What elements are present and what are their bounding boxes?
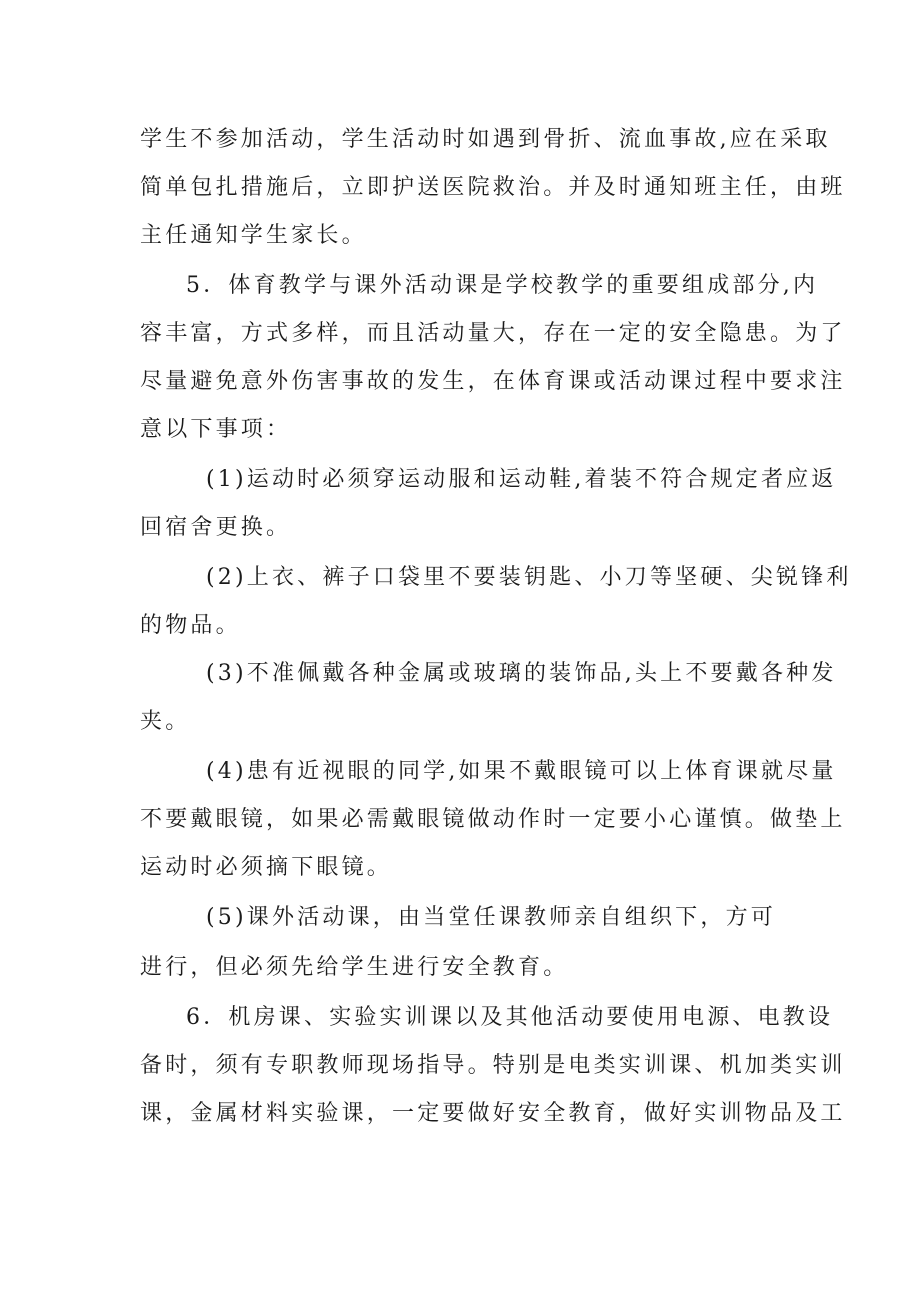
list-item-line: (5)课外活动课，由当堂任课教师亲自组织下，方可 bbox=[206, 905, 776, 930]
list-item-line: (3)不准佩戴各种金属或玻璃的装饰品,头上不要戴各种发 bbox=[206, 661, 837, 686]
list-item-line: 的物品。 bbox=[140, 613, 241, 638]
paragraph-line: 容丰富，方式多样，而且活动量大，存在一定的安全隐患。为了 bbox=[140, 321, 846, 346]
list-item-line: 运动时必须摘下眼镜。 bbox=[140, 855, 393, 880]
list-item-line: 不要戴眼镜，如果必需戴眼镜做动作时一定要小心谨慎。做垫上 bbox=[140, 807, 846, 832]
list-item-line: 回宿舍更换。 bbox=[140, 515, 292, 540]
paragraph-line: 学生不参加活动，学生活动时如遇到骨折、流血事故,应在采取 bbox=[140, 127, 831, 152]
paragraph-line: 课，金属材料实验课，一定要做好安全教育，做好实训物品及工 bbox=[140, 1101, 846, 1126]
paragraph-line: 5．体育教学与课外活动课是学校教学的重要组成部分,内 bbox=[186, 273, 819, 298]
paragraph-line: 简单包扎措施后，立即护送医院救治。并及时通知班主任，由班 bbox=[140, 175, 846, 200]
paragraph-line: 主任通知学生家长。 bbox=[140, 223, 367, 248]
list-item-line: (4)患有近视眼的同学,如果不戴眼镜可以上体育课就尽量 bbox=[206, 759, 837, 784]
list-item-line: (1)运动时必须穿运动服和运动鞋,着装不符合规定者应返 bbox=[206, 467, 837, 492]
paragraph-line: 意以下事项： bbox=[140, 417, 292, 442]
list-item-line: 夹。 bbox=[140, 709, 191, 734]
list-item-line: (2)上衣、裤子口袋里不要装钥匙、小刀等坚硬、尖锐锋利 bbox=[206, 565, 852, 590]
paragraph-line: 6．机房课、实验实训课以及其他活动要使用电源、电教设 bbox=[186, 1005, 834, 1030]
paragraph-line: 备时，须有专职教师现场指导。特别是电类实训课、机加类实训 bbox=[140, 1053, 846, 1078]
list-item-line: 进行，但必须先给学生进行安全教育。 bbox=[140, 955, 569, 980]
paragraph-line: 尽量避免意外伤害事故的发生，在体育课或活动课过程中要求注 bbox=[140, 369, 846, 394]
